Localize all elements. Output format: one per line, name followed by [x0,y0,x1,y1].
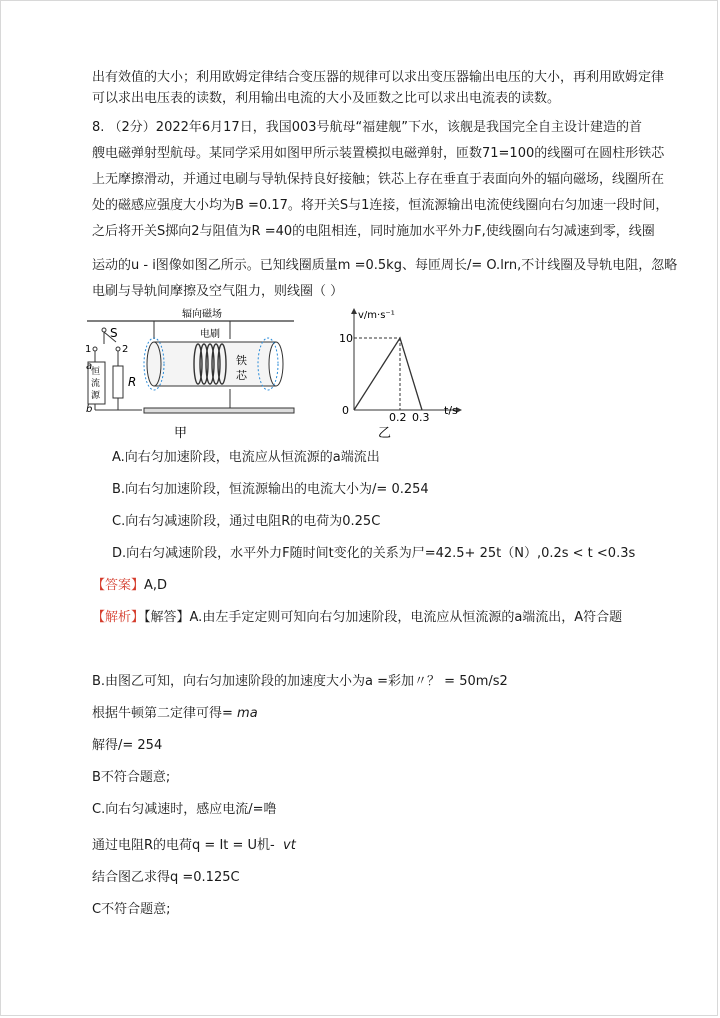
analysis-c-3: 结合图乙求得q =0.125C [92,870,240,885]
answer-tag: 【答案】 [92,578,145,593]
label-brush: 电刷 [200,329,220,340]
analysis-line-1 [92,606,622,625]
label-r: R [128,375,137,389]
label-s: S [110,326,118,340]
question-line-3: 上无摩擦滑动，并通过电刷与导轨保持良好接触；铁芯上存在垂直于表面向外的辐向磁场，线圈所在 [92,172,665,187]
figure-yi [336,304,476,444]
figure-jia [82,304,302,444]
question-line-5: 之后将开关S掷向2与阻值为R =40的电阻相连，同时施加水平外力F,使线圈向右匀减速到零，线圈 [92,224,655,239]
label-field: 辐向磁场 [182,309,222,320]
analysis-b-2-text: 根据牛顿第二定律可得 [92,706,223,721]
caption-yi: 乙 [378,426,392,441]
label-2: 2 [122,344,129,355]
label-source-1: 恒 [91,367,101,377]
question-line-1: 8. （2分）2022年6月17日，我国003号航母“福建舰”下水，该舰是我国完全自主设计建造的首 [92,120,642,135]
analysis-c-2 [92,834,296,853]
label-source-3: 源 [91,391,101,401]
analysis-b-3: 解得/= 254 [92,738,163,753]
label-core-2: 芯 [236,369,247,382]
label-1: 1 [85,344,92,355]
question-line-7: 电刷与导轨间摩擦及空气阻力，则线圈（ ） [92,284,344,299]
analysis-c-2-tail: vt [283,838,296,853]
analysis-c-1: C.向右匀减速时，感应电流/=噜 [92,802,277,817]
analysis-b-2-formula: = ma [222,706,258,721]
option-b: B.向右匀加速阶段，恒流源输出的电流大小为/= 0.254 [112,482,429,497]
answer-line [92,574,167,593]
caption-jia: 甲 [174,426,188,441]
analysis-c-4: C不符合题意; [92,902,171,917]
label-0-2: 0.2 [389,411,407,424]
analysis-b-2 [92,702,258,721]
analysis-tag: 【解析】 [92,610,145,625]
label-source-2: 流 [91,379,101,389]
analysis-b-4: B不符合题意; [92,770,171,785]
option-a: A.向右匀加速阶段，电流应从恒流源的a端流出 [112,450,380,465]
answer-text: A,D [144,578,168,593]
option-d: D.向右匀减速阶段，水平外力F随时间t变化的关系为尸=42.5+ 25t（N）,0.2s < t <0.3s [112,546,636,561]
label-0-3: 0.3 [412,411,430,424]
intro-line-1: 出有效值的大小；利用欧姆定律结合变压器的规律可以求出变压器输出电压的大小，再利用欧姆定律 [92,70,665,85]
question-line-4: 处的磁感应强度大小均为B =0.17。将开关S与1连接，恒流源输出电流使线圈向右匀加速一段时间， [92,198,669,213]
question-line-6: 运动的u - i图像如图乙所示。已知线圈质量m =0.5kg、每匝周长/= O.lrn,不计线圈及导轨电阻，忽略 [92,258,678,273]
label-0: 0 [342,404,349,417]
label-ts: t/s [444,404,458,417]
analysis-b-1: B.由图乙可知，向右匀加速阶段的加速度大小为a =彩加〃？ = 50m/s2 [92,674,508,689]
label-b: b [86,404,93,415]
option-c: C.向右匀减速阶段，通过电阻R的电荷为0.25C [112,514,381,529]
analysis-text-1: 【解答】A.由左手定定则可知向右匀加速阶段，电流应从恒流源的a端流出，A符合题 [144,610,623,625]
label-a: a [86,361,93,372]
intro-line-2: 可以求出电压表的读数，利用输出电流的大小及匝数之比可以求出电流表的读数。 [92,91,561,106]
question-line-2: 艘电磁弹射型航母。某同学采用如图甲所示装置模拟电磁弹射，匝数71=100的线圈可在圆柱形铁芯 [92,146,665,161]
label-core-1: 铁 [236,354,247,367]
analysis-c-2-text: 通过电阻R的电荷q = It = U机- [92,838,275,853]
label-v: v/m·s⁻¹ [358,310,395,321]
label-10: 10 [339,332,353,345]
